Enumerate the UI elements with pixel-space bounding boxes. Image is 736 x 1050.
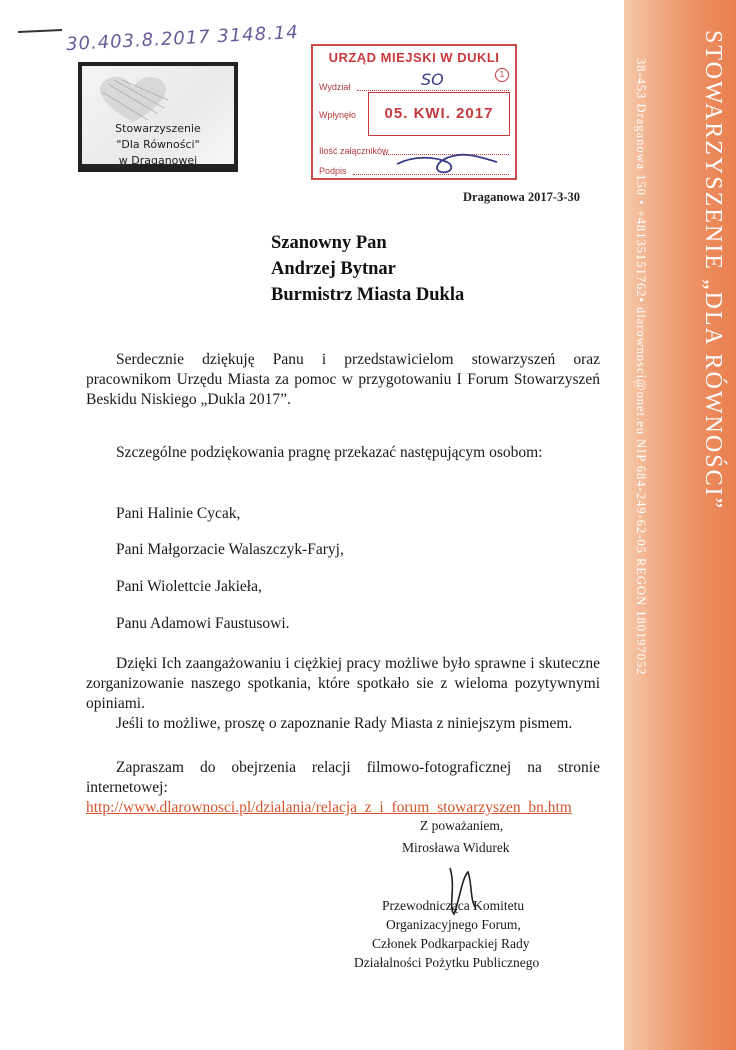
signer-title-3: Członek Podkarpackiej Rady [372,936,530,951]
addressee-line-2: Andrzej Bytnar [271,259,396,279]
invitation-text: Zapraszam do obejrzenia relacji filmowo-fotograficznej na stronie internetowej: [86,759,600,796]
handwritten-reference [14,14,300,56]
pen-stroke-icon [14,18,74,48]
closing: Z poważaniem, [420,818,504,833]
paragraph-invitation [86,758,600,818]
handwritten-reference-text: 30.403.8.2017 3148.14 [65,21,300,56]
organization-logo [78,62,238,172]
registry-stamp [311,44,517,180]
letterhead-sidebar [624,0,736,1050]
report-link[interactable]: http://www.dlarownosci.pl/dzialania/relacja_z_i_forum_stowarzyszen_bn.htm [86,799,572,816]
stamp-date-box [368,92,510,136]
place-date: Draganowa 2017-3-30 [463,190,581,204]
logo-heart-icon [88,70,178,128]
signer-title-4: Działalności Pożytku Publicznego [354,955,540,970]
addressee [271,230,464,308]
sidebar-organization: STOWARZYSZENIE „DLA RÓWNOŚCI” [700,30,726,511]
logo-line-2: "Dla Równości" [116,138,200,151]
stamp-signature-icon [393,142,503,176]
paragraph-engagement: Dzięki Ich zaangażowaniu i ciężkiej pracy możliwe było sprawne i skuteczne zorganizowanie naszego spotkania, które spotkało sie z wieloma pozytywnymi opiniami. [86,655,600,712]
stamp-line [357,90,509,91]
paragraph-special-thanks: Szczególne podziękowania pragnę przekazać następującym osobom: [116,444,543,461]
paragraph-thanks: Serdecznie dziękuję Panu i przedstawicielom stowarzyszeń oraz pracownikom Urzędu Miasta za pomoc w przygotowaniu I Forum Stowarzyszeń Beskidu Niskiego „Dukla 2017”. [86,351,600,408]
stamp-attachments-label: Ilość załączników [319,146,389,156]
stamp-title: URZĄD MIEJSKI W DUKLI [328,50,500,65]
stamp-wplynelo-label: Wpłynęło [319,110,357,120]
stamp-wydzial-label: Wydział [319,82,351,92]
signer-title-2: Organizacyjnego Forum, [386,917,521,932]
stamp-signature-label: Podpis [319,166,347,176]
name-item: Pani Wiolettcie Jakieła, [116,578,262,595]
logo-line-3: w Draganowej [118,154,198,167]
sidebar-contact: 38-453 Draganowa 150 • +48135151762• dlarownosci@onet.eu NIP 684-249-62-05 REGON 180197052 [634,58,648,676]
stamp-number: 1 [495,68,509,82]
signer-title-1: Przewodnicząca Komitetu [382,898,525,913]
addressee-line-3: Burmistrz Miasta Dukla [271,285,465,305]
name-item: Panu Adamowi Faustusowi. [116,615,290,632]
paragraph-council: Jeśli to możliwe, proszę o zapoznanie Rady Miasta z niniejszym pismem. [116,715,573,732]
name-item: Pani Małgorzacie Walaszczyk-Faryj, [116,541,344,558]
signer-name: Mirosława Widurek [402,840,510,855]
addressee-line-1: Szanowny Pan [271,233,387,253]
logo-line-1: Stowarzyszenie [115,122,201,135]
stamp-date: 05. KWI. 2017 [384,105,494,122]
stamp-wydzial-value: SO [421,70,444,89]
name-item: Pani Halinie Cycak, [116,505,241,522]
